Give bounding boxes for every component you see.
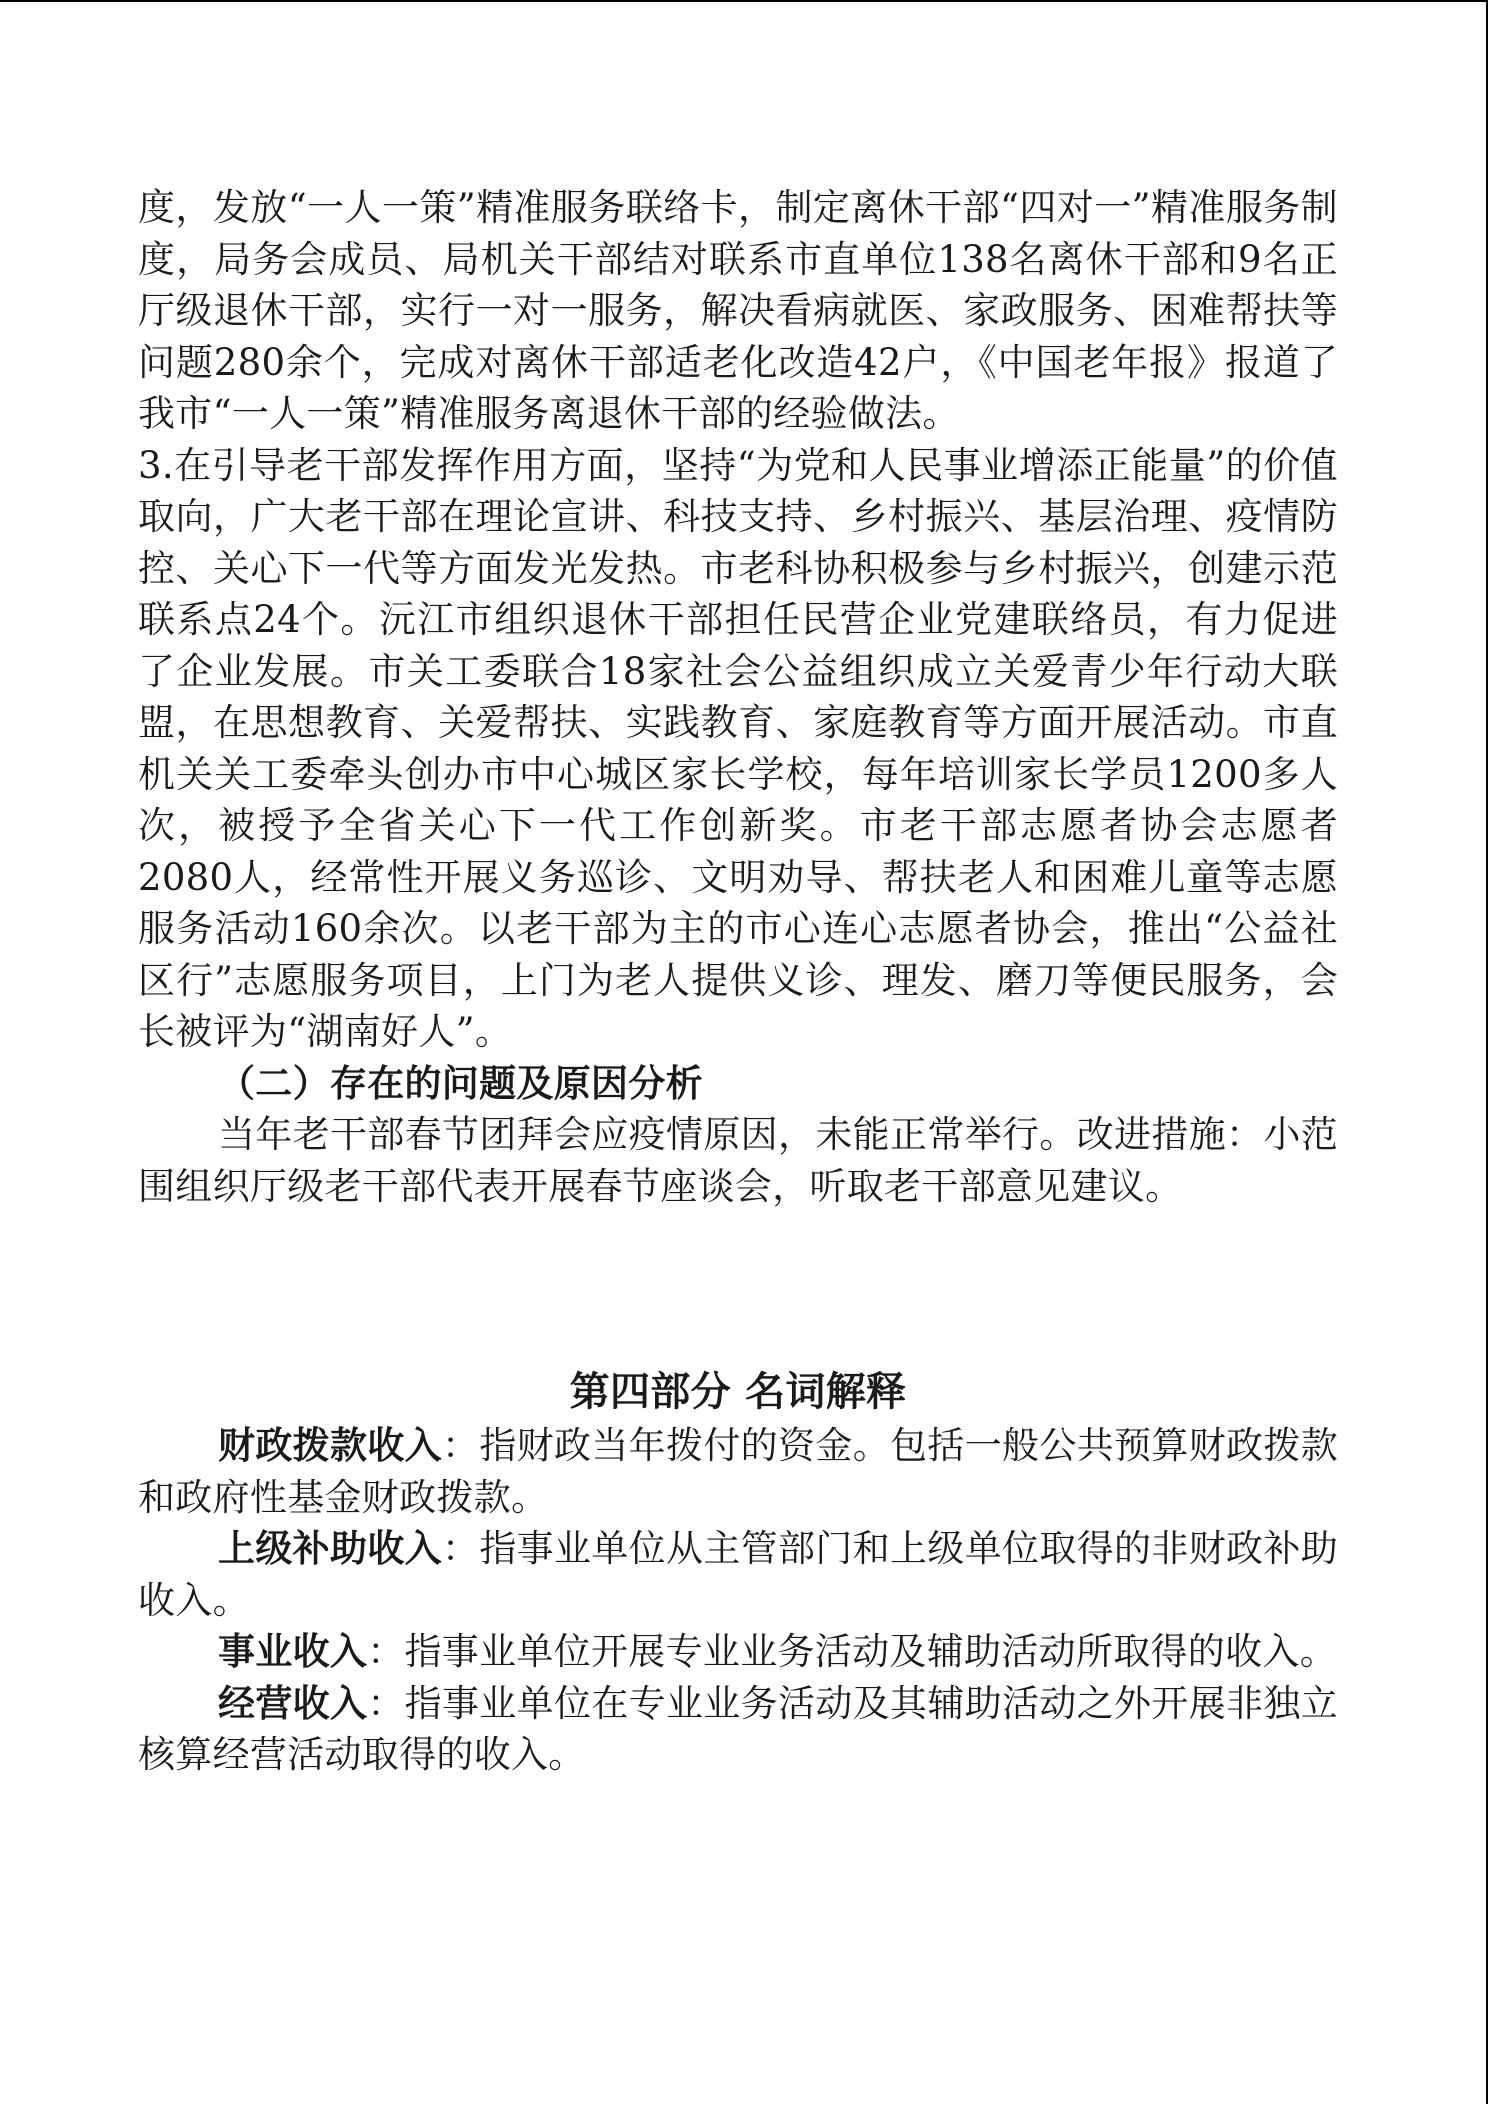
term-definition	[138, 1678, 1338, 1781]
term-text: ：指财政当年拨付的资金。包括一般公共预算财政拨款和政府性基金财政拨款。	[138, 1424, 1338, 1519]
section-title: 第四部分 名词解释	[569, 1368, 907, 1415]
term-label: 事业收入	[218, 1629, 368, 1673]
term-definition	[138, 1626, 1338, 1678]
subheading-problems: （二）存在的问题及原因分析	[218, 1060, 703, 1105]
term-text: ：指事业单位从主管部门和上级单位取得的非财政补助收入。	[138, 1527, 1338, 1622]
item-3-paragraph: 3.在引导老干部发挥作用方面，坚持“为党和人民事业增添正能量”的价值取向，广大老干部在理论宣讲、科技支持、乡村振兴、基层治理、疫情防控、关心下一代等方面发光发热。市老科协积极参与乡村振兴，创建示范联系点24个。沅江市组织退休干部担任民营企业党建联络员，有力促进了企业发展。市关工委联合18家社会公益组织成立关爱青少年行动大联盟，在思想教育、关爱帮扶、实践教育、家庭教育等方面开展活动。市直机关关工委牵头创办市中心城区家长学校，每年培训家长学员1200多人次，被授予全省关心下一代工作创新奖。市老干部志愿者协会志愿者2080人，经常性开展义务巡诊、文明劝导、帮扶老人和困难儿童等志愿服务活动160余次。以老干部为主的市心连心志愿者协会，推出“公益社区行”志愿服务项目，上门为老人提供义诊、理发、磨刀等便民服务，会长被评为“湖南好人”。	[138, 443, 1338, 1053]
term-label: 财政拨款收入	[218, 1423, 443, 1467]
term-label: 经营收入	[218, 1680, 368, 1725]
term-text: ：指事业单位在专业业务活动及其辅助活动之外开展非独立核算经营活动取得的收入。	[138, 1681, 1338, 1776]
page-content	[138, 182, 1338, 1781]
section-spacer	[138, 1212, 1338, 1364]
term-definition	[138, 1420, 1338, 1523]
continuation-paragraph: 度，发放“一人一策”精准服务联络卡，制定离休干部“四对一”精准服务制度，局务会成员、局机关干部结对联系市直单位138名离休干部和9名正厅级退休干部，实行一对一服务，解决看病就医、家政服务、困难帮扶等问题280余个，完成对离休干部适老化改造42户，《中国老年报》报道了我市“一人一策”精准服务离退休干部的经验做法。	[138, 186, 1338, 435]
term-label: 上级补助收入	[218, 1526, 443, 1570]
problem-paragraph: 当年老干部春节团拜会应疫情原因，未能正常举行。改进措施：小范围组织厅级老干部代表开展春节座谈会，听取老干部意见建议。	[138, 1113, 1338, 1208]
term-text: ：指事业单位开展专业业务活动及辅助活动所取得的收入。	[367, 1630, 1338, 1673]
term-definition	[138, 1523, 1338, 1626]
